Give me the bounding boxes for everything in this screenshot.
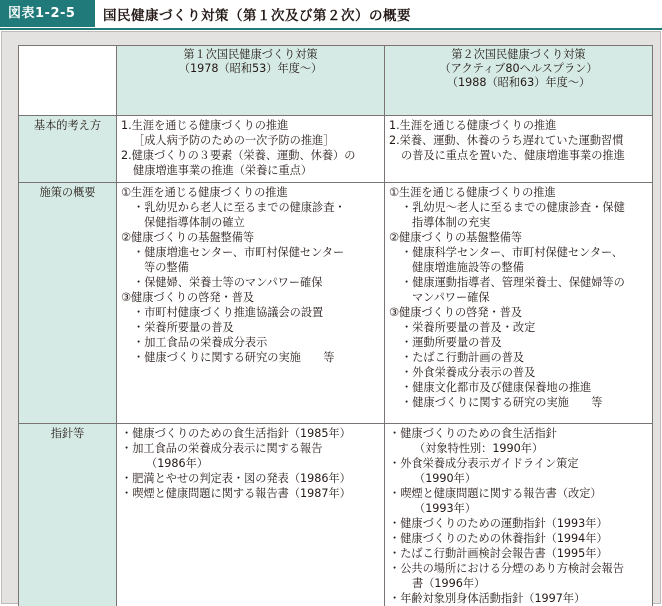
cell-line: ・年齢対象別身体活動指針（1997年） [389,592,586,605]
cell-line: ・健康科学センター、市町村保健センター、 [401,246,623,259]
cell-line: 保健指導体制の確立 [144,216,245,229]
cell-line: 2.健康づくりの３要素（栄養、運動、休養）の [121,149,356,162]
row-header: 基本的考え方 [19,116,117,183]
cell-line: ②健康づくりの基盤整備等 [121,231,255,244]
cell-line: ・保健婦、栄養士等のマンパワー確保 [133,276,323,289]
cell-line: ・乳幼児から老人に至るまでの健康診査・ [133,201,346,214]
cell-line: ・市町村健康づくり推進協議会の設置 [133,306,324,319]
cell-line: （1990年） [414,472,477,485]
table-frame [1,31,661,604]
cell-line: ・健康文化都市及び健康保養地の推進 [401,381,592,394]
cell-line: ・外食栄養成分表示ガイドライン策定 [389,457,579,470]
cell-line: ・健康増進センター、市町村保健センター [133,246,345,259]
cell-line: ・運動所要量の普及 [401,336,502,349]
cell-line: 等の整備 [144,261,189,274]
column-header-line: 第２次国民健康づくり対策 [451,48,586,61]
column-header-line: （アクティブ80ヘルスプラン） [439,62,598,75]
cell-line: （1993年） [414,502,477,515]
row-guidelines [19,424,653,606]
cell-line: ・健康づくりに関する研究の実施 等 [401,396,603,409]
cell-line: ・健康づくりのための運動指針（1993年） [389,517,608,530]
figure-title: 国民健康づくり対策（第１次及び第２次）の概要 [103,7,411,24]
row-policy-overview [19,183,653,424]
cell-line: ②健康づくりの基盤整備等 [389,231,523,244]
figure-header [0,0,662,27]
cell-line: （対象特性別：1990年） [414,442,544,455]
cell-first-plan [117,183,385,424]
row-basic-concept [19,116,653,183]
cell-line: 1.生涯を通じる健康づくりの推進 [121,119,289,132]
cell-line: マンパワー確保 [412,291,490,304]
column-header-line: 第１次国民健康づくり対策 [183,48,318,61]
column-header-line: （1978（昭和53）年度〜） [178,62,323,75]
cell-line: 指導体制の充実 [412,216,491,229]
cell-line: ［成人病予防のための一次予防の推進］ [133,134,335,147]
row-header: 施策の概要 [19,183,117,424]
cell-first-plan [117,424,385,606]
cell-line: ・喫煙と健康問題に関する報告書（1987年） [121,487,351,500]
cell-line: 2.栄養、運動、休養のうち遅れていた運動習慣 [389,134,624,147]
cell-line: ③健康づくりの啓発・普及 [389,306,523,319]
cell-line: ①生涯を通じる健康づくりの推進 [389,186,556,199]
cell-line: ・乳幼児〜老人に至るまでの健康診査・保健 [401,201,625,214]
cell-line: 健康増進施設等の整備 [412,261,524,274]
column-header-line: （1988（昭和63）年度〜） [446,76,591,89]
cell-line: ・たばこ行動計画の普及 [401,351,525,364]
cell-line: 1.生涯を通じる健康づくりの推進 [389,119,557,132]
row-header: 指針等 [19,424,117,606]
cell-line: 健康増進事業の推進（栄養に重点） [133,164,313,177]
cell-line: ・たばこ行動計画検討会報告書（1995年） [389,547,608,560]
cell-line: （1986年） [146,457,209,470]
cell-line: ・健康づくりのための食生活指針 [389,427,557,440]
title-underline [0,28,662,30]
table-corner-cell [19,46,117,116]
column-header-second-plan [385,46,653,116]
cell-second-plan [385,424,653,606]
cell-second-plan [385,116,653,183]
cell-line: 書（1996年） [412,577,486,590]
cell-line: ③健康づくりの啓発・普及 [121,291,255,304]
cell-line: ・公共の場所における分煙のあり方検討会報告 [389,562,624,575]
cell-first-plan [117,116,385,183]
cell-line: ・栄養所要量の普及・改定 [401,321,536,334]
cell-line: ・加工食品の栄養成分表示に関する報告 [121,442,323,455]
figure-number-badge: 図表1-2-5 [0,0,95,27]
cell-second-plan [385,183,653,424]
cell-line: ・外食栄養成分表示の普及 [401,366,536,379]
column-header-first-plan [117,46,385,116]
comparison-table [18,45,653,606]
cell-line: ①生涯を通じる健康づくりの推進 [121,186,288,199]
cell-line: ・健康づくりのための食生活指針（1985年） [121,427,351,440]
cell-line: ・喫煙と健康問題に関する報告書（改定） [389,487,602,500]
cell-line: の普及に重点を置いた、健康増進事業の推進 [401,149,625,162]
cell-line: ・栄養所要量の普及 [133,321,234,334]
cell-line: ・健康運動指導者、管理栄養士、保健婦等の [401,276,625,289]
cell-line: ・健康づくりに関する研究の実施 等 [133,351,335,364]
cell-line: ・健康づくりのための休養指針（1994年） [389,532,608,545]
cell-line: ・肥満とやせの判定表・図の発表（1986年） [121,472,351,485]
cell-line: ・加工食品の栄養成分表示 [133,336,268,349]
